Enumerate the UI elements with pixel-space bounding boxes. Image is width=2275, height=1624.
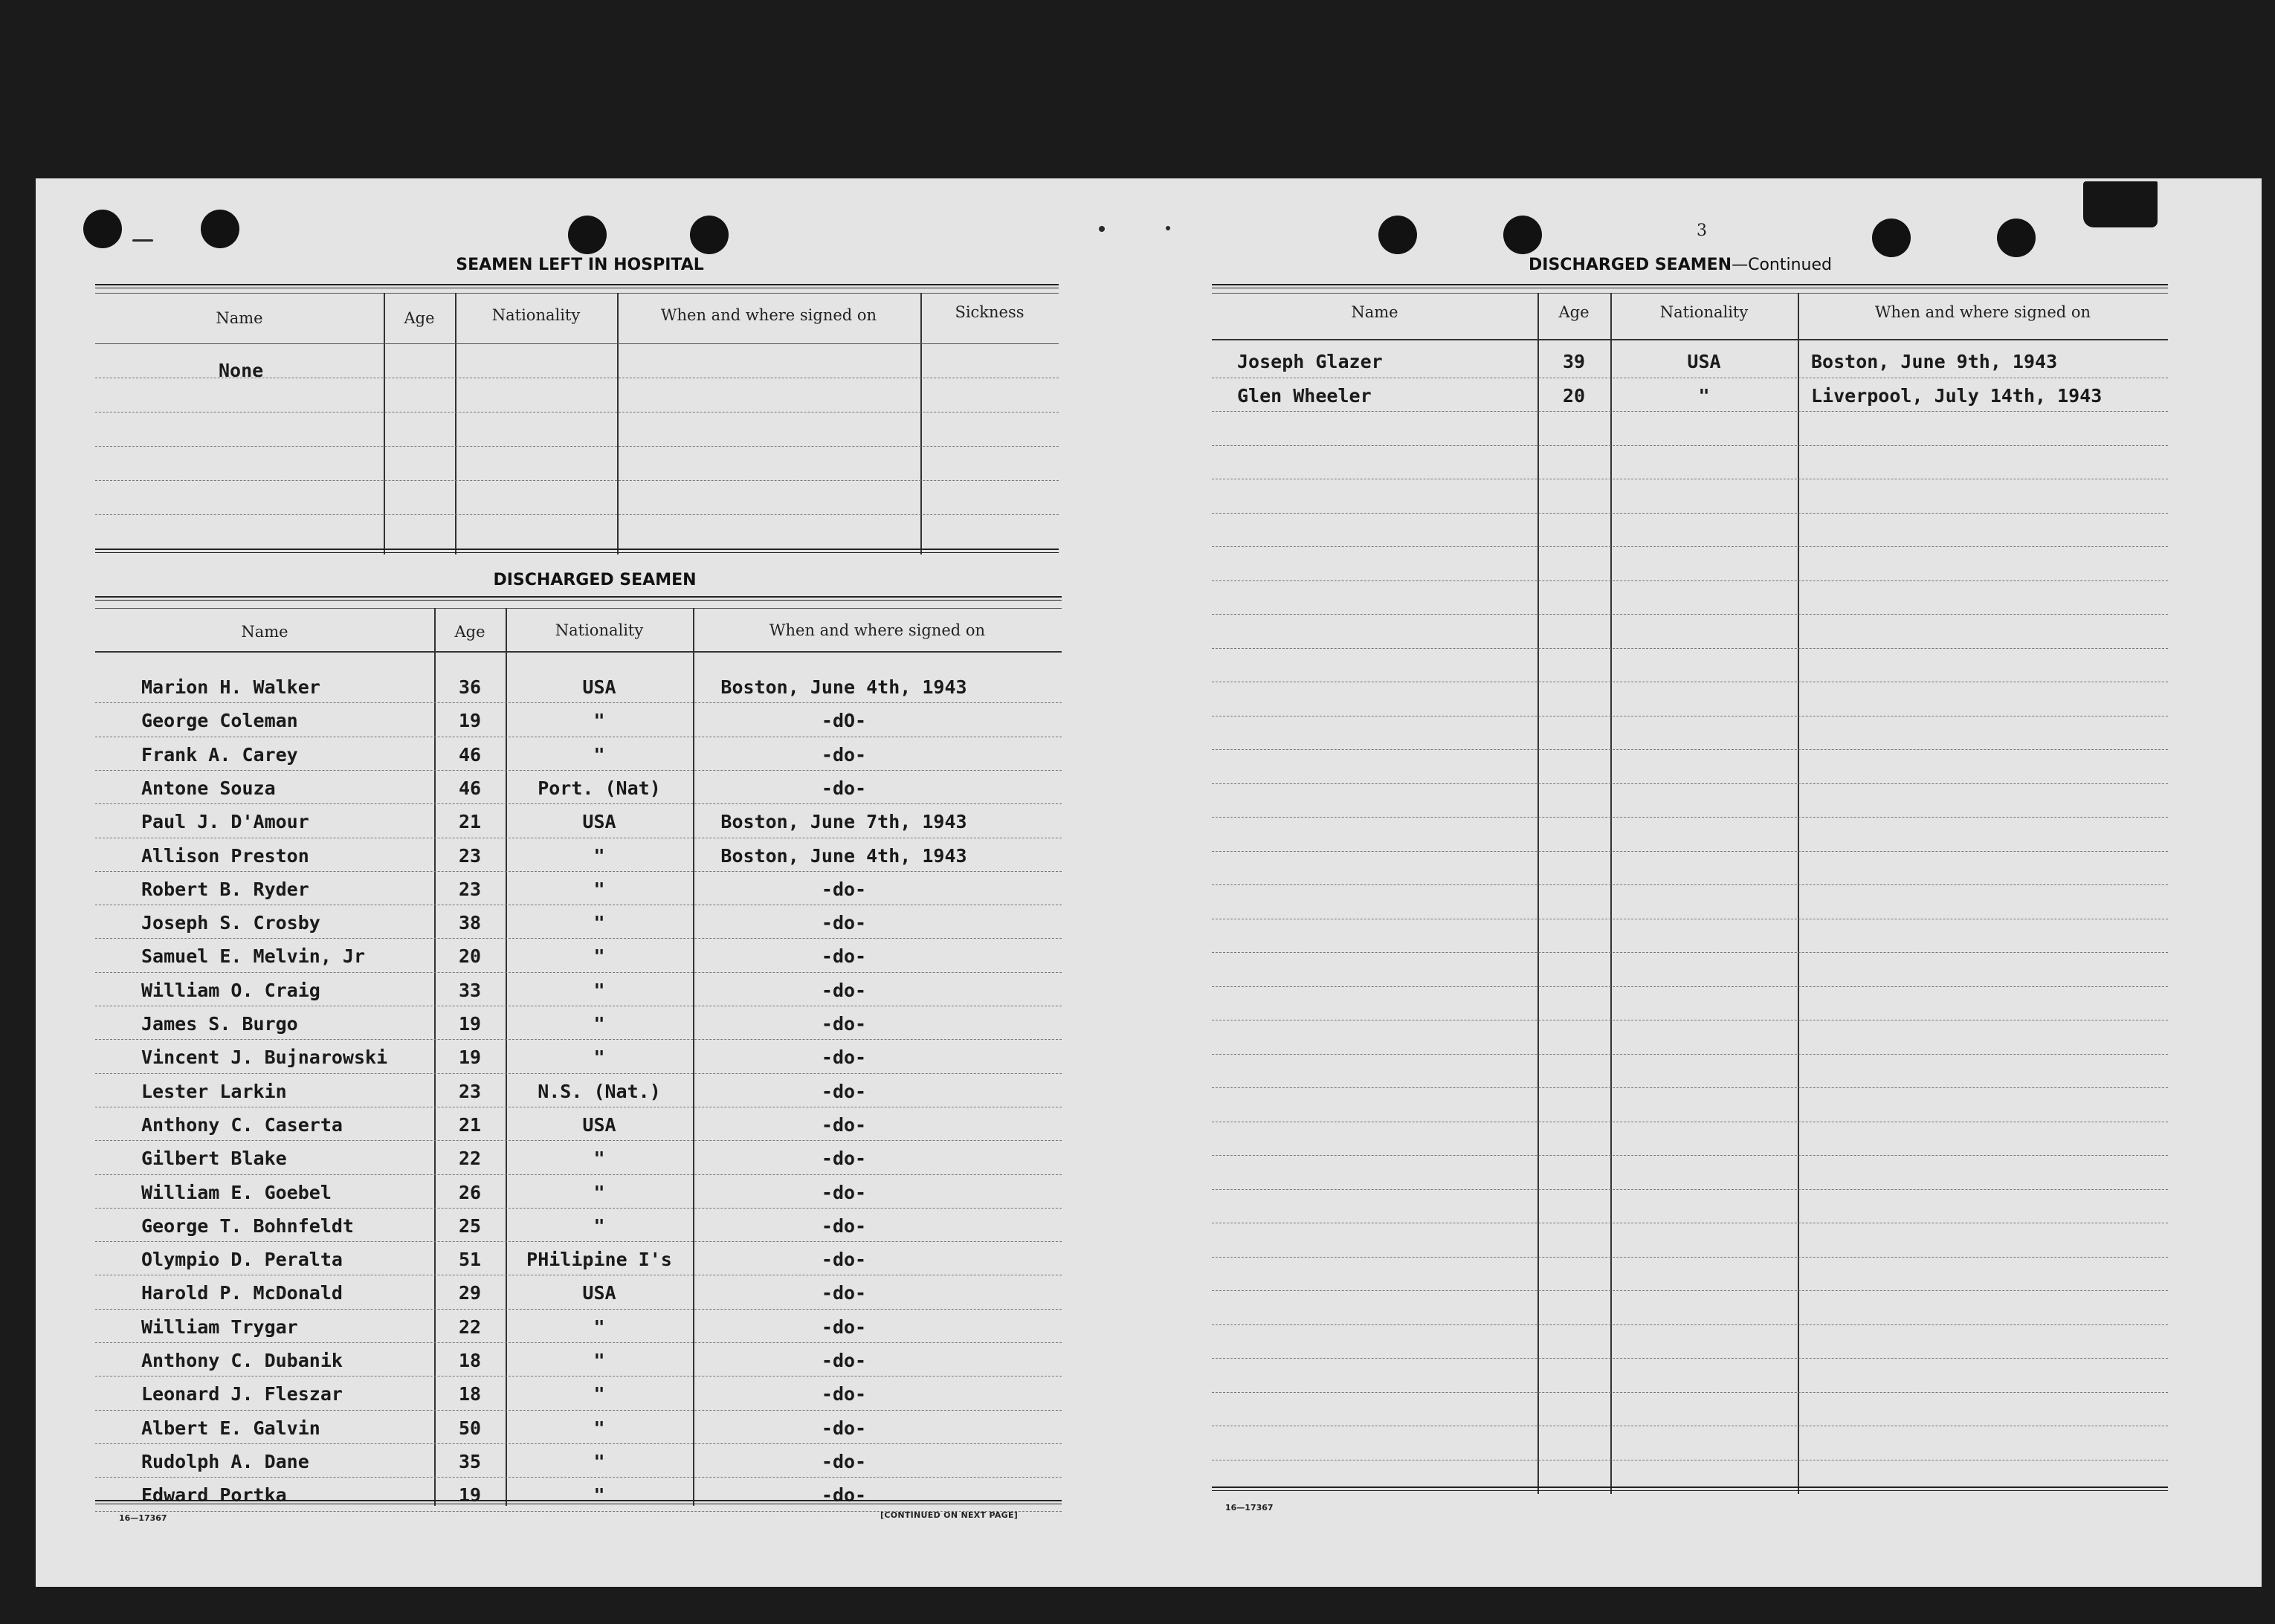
row-rule <box>1212 513 2168 514</box>
seaman-signed-on: -do- <box>821 912 867 934</box>
seaman-signed-on: -do- <box>821 1181 867 1203</box>
seaman-nationality: " <box>593 1383 605 1405</box>
seaman-signed-on: -do- <box>821 1113 867 1136</box>
punch-hole-6 <box>1503 216 1542 254</box>
header-name: Name <box>1351 303 1398 321</box>
page-number: 3 <box>1697 221 1707 240</box>
seaman-name: Olympio D. Peralta <box>141 1249 343 1271</box>
col-rule <box>1610 293 1612 1494</box>
seaman-age: 21 <box>458 1113 482 1136</box>
seaman-age: 19 <box>458 710 482 732</box>
seaman-signed-on: -do- <box>821 1350 867 1371</box>
seaman-signed-on: Boston, June 7th, 1943 <box>720 811 967 833</box>
seaman-nationality: USA <box>1687 351 1721 372</box>
seaman-nationality: USA <box>582 811 616 833</box>
seaman-nationality: " <box>593 1181 605 1203</box>
header-age: Age <box>404 309 435 327</box>
seaman-age: 33 <box>458 979 482 1001</box>
seaman-name: Leonard J. Fleszar <box>141 1383 343 1405</box>
row-rule <box>95 1342 1062 1343</box>
seaman-signed-on: Boston, June 9th, 1943 <box>1811 351 2058 372</box>
seaman-nationality: N.S. (Nat.) <box>538 1080 661 1102</box>
row-rule <box>95 702 1062 703</box>
row-rule <box>95 1241 1062 1242</box>
seaman-name: Anthony C. Dubanik <box>141 1350 343 1371</box>
seaman-nationality: Port. (Nat) <box>538 777 661 799</box>
seaman-signed-on: Boston, June 4th, 1943 <box>720 676 967 698</box>
seaman-nationality: " <box>593 1316 605 1338</box>
seaman-age: 25 <box>458 1214 482 1237</box>
seaman-name: Joseph S. Crosby <box>141 912 320 934</box>
seaman-name: Antone Souza <box>141 777 276 799</box>
seaman-age: 22 <box>458 1316 482 1338</box>
seaman-age: 51 <box>458 1249 482 1271</box>
seaman-age: 19 <box>458 1484 482 1507</box>
seaman-signed-on: -do- <box>821 1013 867 1035</box>
col-rule <box>384 293 385 554</box>
seaman-signed-on: -do- <box>821 1148 867 1170</box>
speck <box>1099 226 1105 232</box>
seaman-signed-on: -do- <box>821 1383 867 1405</box>
seaman-age: 38 <box>458 912 482 934</box>
seaman-nationality: PHilipine I's <box>526 1249 672 1271</box>
seaman-signed-on: -do- <box>821 878 867 900</box>
seaman-signed-on: -do- <box>821 1214 867 1237</box>
seaman-signed-on: -do- <box>821 1080 867 1102</box>
torn-corner <box>2083 181 2158 227</box>
header-age: Age <box>1558 303 1590 321</box>
rule <box>1212 293 2168 294</box>
seaman-nationality: " <box>593 743 605 766</box>
seaman-nationality: " <box>593 1484 605 1507</box>
row-rule <box>1212 648 2168 649</box>
row-rule <box>1212 783 2168 784</box>
seaman-signed-on: -do- <box>821 1417 867 1439</box>
row-rule <box>1212 952 2168 953</box>
row-rule <box>1212 614 2168 615</box>
punch-hole-1 <box>83 210 122 248</box>
row-rule <box>95 871 1062 872</box>
seaman-signed-on: -do- <box>821 945 867 968</box>
rule <box>95 549 1059 553</box>
row-rule <box>95 1443 1062 1444</box>
row-rule <box>1212 817 2168 818</box>
continued-table <box>1212 281 2168 1494</box>
row-rule <box>1212 1054 2168 1055</box>
row-rule <box>1212 580 2168 581</box>
seaman-nationality: USA <box>582 1113 616 1136</box>
rule <box>95 480 1059 481</box>
seaman-name: Frank A. Carey <box>141 743 298 766</box>
seaman-nationality: " <box>593 878 605 900</box>
row-rule <box>95 770 1062 771</box>
seaman-name: George Coleman <box>141 710 298 732</box>
continued-note: [CONTINUED ON NEXT PAGE] <box>880 1510 1019 1520</box>
seaman-age: 46 <box>458 743 482 766</box>
punch-hole-8 <box>1997 219 2036 257</box>
seaman-name: Vincent J. Bujnarowski <box>141 1046 388 1069</box>
seaman-nationality: " <box>1698 384 1710 407</box>
seaman-age: 26 <box>458 1181 482 1203</box>
row-rule <box>95 938 1062 939</box>
rule <box>95 514 1059 515</box>
row-rule <box>95 1410 1062 1411</box>
form-number-right: 16—17367 <box>1225 1503 1274 1513</box>
rule <box>95 596 1062 601</box>
seaman-signed-on: -do- <box>821 1484 867 1507</box>
row-rule <box>1212 1257 2168 1258</box>
continued-title-suffix: —Continued <box>1732 256 1832 274</box>
seaman-name: Rudolph A. Dane <box>141 1450 309 1472</box>
row-rule <box>1212 986 2168 987</box>
speck <box>1166 226 1170 230</box>
discharged-table <box>95 595 1062 1506</box>
seaman-age: 50 <box>458 1417 482 1439</box>
rule <box>95 293 1059 294</box>
rule <box>95 608 1062 609</box>
seaman-age: 22 <box>458 1148 482 1170</box>
header-signed-on: When and where signed on <box>769 621 986 639</box>
header-signed-on: When and where signed on <box>660 306 877 324</box>
seaman-name: Robert B. Ryder <box>141 878 309 900</box>
seaman-age: 18 <box>458 1350 482 1371</box>
seaman-name: Samuel E. Melvin, Jr <box>141 945 366 968</box>
row-rule <box>95 1140 1062 1141</box>
seaman-nationality: " <box>593 1013 605 1035</box>
col-rule <box>1798 293 1799 1494</box>
seaman-age: 19 <box>458 1046 482 1069</box>
seaman-name: George T. Bohnfeldt <box>141 1214 354 1237</box>
header-signed-on: When and where signed on <box>1874 303 2091 321</box>
seaman-name: Gilbert Blake <box>141 1148 287 1170</box>
seaman-age: 23 <box>458 878 482 900</box>
row-rule <box>95 972 1062 973</box>
seaman-name: Albert E. Galvin <box>141 1417 320 1439</box>
seaman-age: 19 <box>458 1013 482 1035</box>
seaman-nationality: USA <box>582 1282 616 1304</box>
row-rule <box>1212 1392 2168 1393</box>
punch-hole-7 <box>1872 219 1911 257</box>
header-nationality: Nationality <box>1659 303 1749 321</box>
row-rule <box>95 1477 1062 1478</box>
row-rule <box>1212 884 2168 885</box>
row-rule <box>1212 749 2168 750</box>
seaman-name: William Trygar <box>141 1316 298 1338</box>
row-rule <box>1212 1324 2168 1325</box>
seaman-nationality: " <box>593 912 605 934</box>
seaman-signed-on: Liverpool, July 14th, 1943 <box>1811 384 2103 407</box>
hospital-title: SEAMEN LEFT IN HOSPITAL <box>456 256 704 274</box>
seaman-signed-on: -do- <box>821 1249 867 1271</box>
seaman-nationality: USA <box>582 676 616 698</box>
row-rule <box>1212 1087 2168 1088</box>
seaman-signed-on: -do- <box>821 777 867 799</box>
seaman-age: 23 <box>458 1080 482 1102</box>
rule <box>95 446 1059 447</box>
col-rule <box>920 293 922 554</box>
rule <box>95 651 1062 653</box>
row-rule <box>1212 445 2168 446</box>
seaman-age: 29 <box>458 1282 482 1304</box>
seaman-nationality: " <box>593 1046 605 1069</box>
seaman-name: Marion H. Walker <box>141 676 320 698</box>
seaman-signed-on: -dO- <box>821 710 867 732</box>
seaman-name: Glen Wheeler <box>1237 384 1372 407</box>
discharged-title: DISCHARGED SEAMEN <box>493 571 697 589</box>
row-rule <box>95 1073 1062 1074</box>
row-rule <box>1212 411 2168 412</box>
seaman-name: Allison Preston <box>141 844 309 867</box>
seaman-nationality: " <box>593 1417 605 1439</box>
col-rule <box>617 293 619 554</box>
seaman-name: Edward Portka <box>141 1484 287 1507</box>
seaman-nationality: " <box>593 1450 605 1472</box>
punch-hole-4 <box>690 216 729 254</box>
header-name: Name <box>241 623 288 641</box>
seaman-age: 46 <box>458 777 482 799</box>
speck <box>132 239 153 242</box>
seaman-name: Harold P. McDonald <box>141 1282 343 1304</box>
rule <box>95 343 1059 344</box>
row-rule <box>1212 851 2168 852</box>
row-rule <box>95 1039 1062 1040</box>
seaman-signed-on: -do- <box>821 743 867 766</box>
rule <box>95 284 1059 288</box>
header-sickness: Sickness <box>955 303 1024 321</box>
seaman-signed-on: -do- <box>821 1282 867 1304</box>
seaman-signed-on: Boston, June 4th, 1943 <box>720 844 967 867</box>
seaman-name: Anthony C. Caserta <box>141 1113 343 1136</box>
seaman-name: Lester Larkin <box>141 1080 287 1102</box>
seaman-name: Paul J. D'Amour <box>141 811 309 833</box>
rule <box>1212 1486 2168 1491</box>
row-rule <box>1212 1189 2168 1190</box>
row-rule <box>1212 546 2168 547</box>
seaman-age: 36 <box>458 676 482 698</box>
seaman-nationality: " <box>593 844 605 867</box>
rule <box>1212 339 2168 340</box>
seaman-age: 23 <box>458 844 482 867</box>
seaman-nationality: " <box>593 945 605 968</box>
seaman-signed-on: -do- <box>821 1450 867 1472</box>
continued-title-main: DISCHARGED SEAMEN <box>1529 256 1732 274</box>
seaman-signed-on: -do- <box>821 1316 867 1338</box>
row-rule <box>95 1174 1062 1175</box>
seaman-name: James S. Burgo <box>141 1013 298 1035</box>
punch-hole-5 <box>1378 216 1417 254</box>
row-rule <box>95 803 1062 804</box>
col-rule <box>455 293 456 554</box>
seaman-age: 39 <box>1562 351 1586 372</box>
header-name: Name <box>216 309 263 327</box>
rule <box>1212 284 2168 288</box>
seaman-nationality: " <box>593 1350 605 1371</box>
row-rule <box>95 1309 1062 1310</box>
row-rule <box>1212 1358 2168 1359</box>
row-rule <box>1212 1290 2168 1291</box>
hospital-row-name: None <box>219 360 264 381</box>
seaman-signed-on: -do- <box>821 979 867 1001</box>
header-nationality: Nationality <box>555 621 644 639</box>
seaman-name: William O. Craig <box>141 979 320 1001</box>
row-rule <box>95 1208 1062 1209</box>
seaman-age: 21 <box>458 811 482 833</box>
seaman-nationality: " <box>593 710 605 732</box>
seaman-age: 18 <box>458 1383 482 1405</box>
punch-hole-2 <box>201 210 239 248</box>
rule <box>95 412 1059 413</box>
form-number-left: 16—17367 <box>119 1513 167 1523</box>
continued-title <box>1457 256 1903 274</box>
seaman-age: 20 <box>458 945 482 968</box>
seaman-nationality: " <box>593 979 605 1001</box>
seaman-nationality: " <box>593 1148 605 1170</box>
punch-hole-3 <box>568 216 607 254</box>
seaman-name: Joseph Glazer <box>1237 351 1383 372</box>
row-rule <box>1212 1155 2168 1156</box>
seaman-age: 35 <box>458 1450 482 1472</box>
seaman-signed-on: -do- <box>821 1046 867 1069</box>
header-age: Age <box>454 623 485 641</box>
hospital-table <box>95 282 1059 554</box>
header-nationality: Nationality <box>491 306 581 324</box>
seaman-name: William E. Goebel <box>141 1181 332 1203</box>
seaman-age: 20 <box>1562 384 1586 407</box>
col-rule <box>1537 293 1539 1494</box>
seaman-nationality: " <box>593 1214 605 1237</box>
